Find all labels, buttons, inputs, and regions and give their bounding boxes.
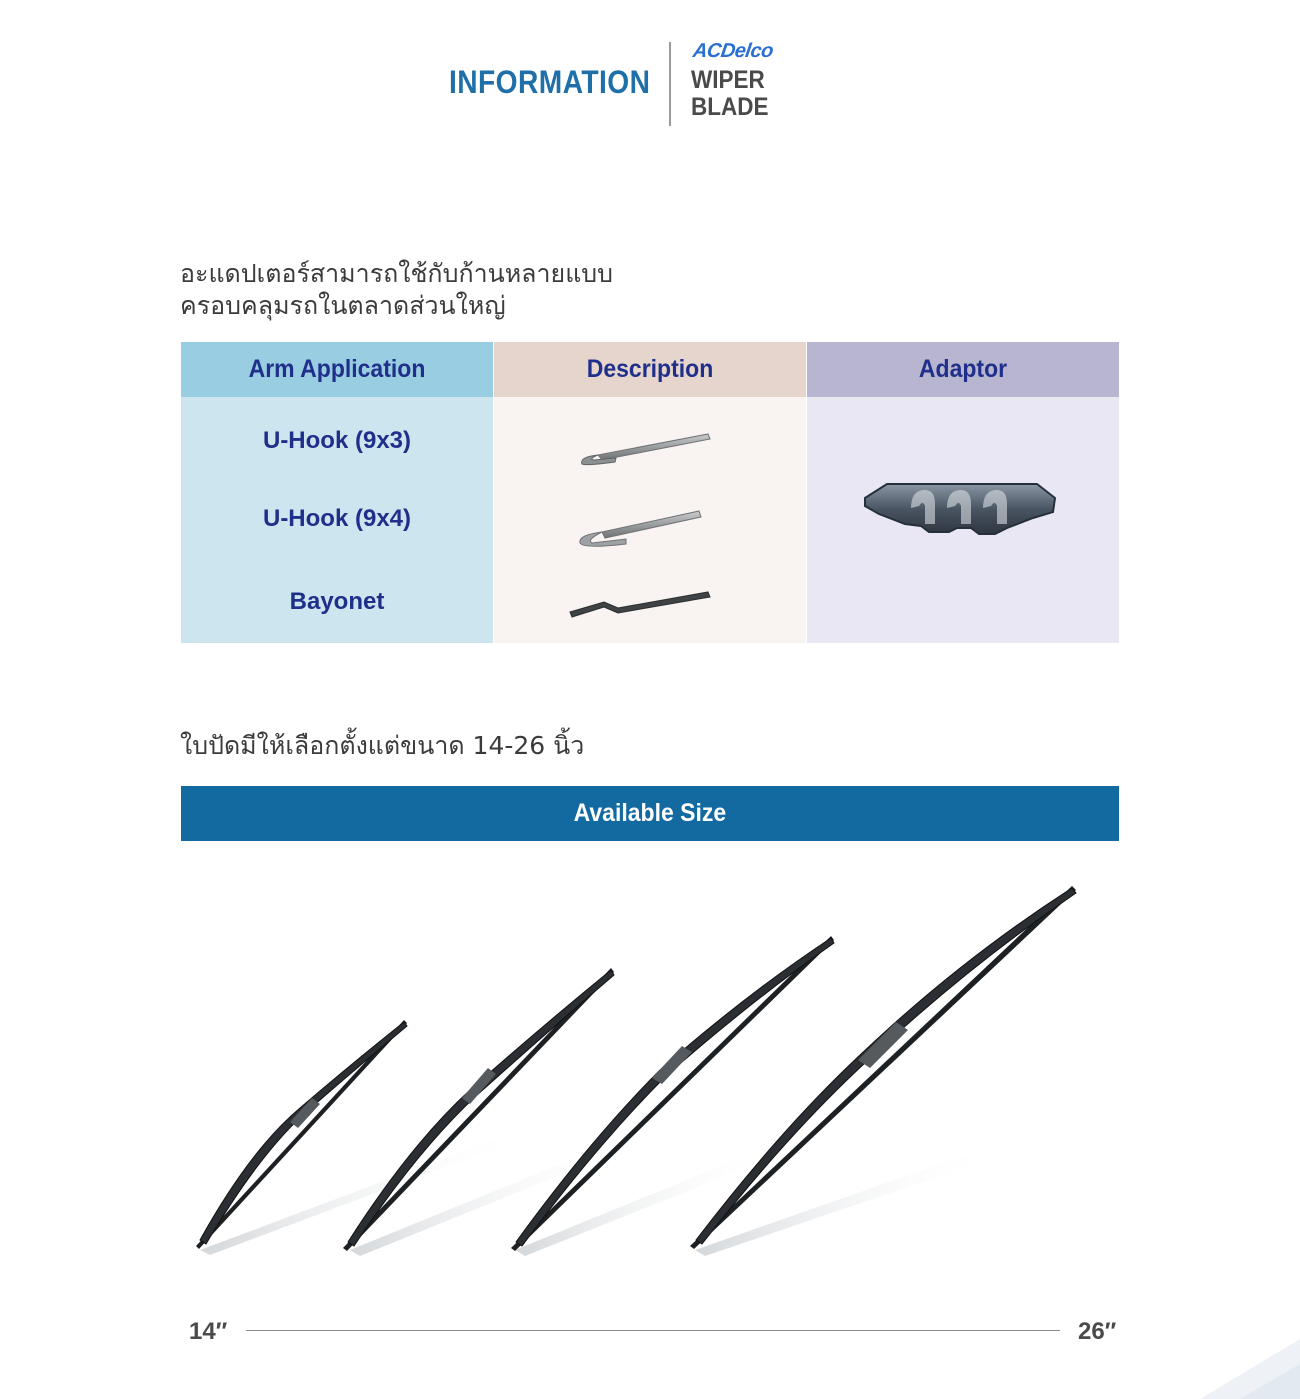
product-name-line1: WIPER [691, 66, 765, 94]
bayonet-arm-icon [570, 592, 710, 617]
row-label-u-hook-9x4: U-Hook (9x4) [262, 505, 412, 532]
u-hook-9x4-icon [580, 511, 701, 546]
description-header: Description [586, 355, 714, 383]
u-hook-9x3-icon [582, 434, 710, 465]
adaptor-clip-icon [807, 342, 1119, 643]
wiper-blade-icon [343, 968, 614, 1251]
available-size-banner [181, 786, 1119, 841]
corner-decoration [1180, 1319, 1300, 1399]
arm-application-header: Arm Application [248, 355, 426, 383]
page-title: INFORMATION [449, 64, 651, 100]
product-name-line2: BLADE [691, 93, 769, 121]
size-min-label: 14″ [189, 1318, 228, 1345]
arm-application-table [181, 342, 1119, 643]
adapter-description-line2: ครอบคลุมรถในตลาดส่วนใหญ่ [180, 291, 506, 320]
description-column [494, 342, 806, 643]
adapter-description-line1: อะแดปเตอร์สามารถใช้กับก้านหลายแบบ [180, 259, 614, 288]
row-label-bayonet: Bayonet [289, 588, 385, 615]
row-label-u-hook-9x3: U-Hook (9x3) [262, 427, 412, 454]
adaptor-column [807, 342, 1119, 643]
wiper-blades-illustration [0, 860, 1300, 1280]
size-scale-line [246, 1330, 1060, 1331]
size-max-label: 26″ [1078, 1318, 1117, 1345]
wiper-blade-icon [511, 936, 834, 1251]
header-divider [669, 42, 671, 126]
arm-application-column [181, 342, 493, 643]
size-range-text: ใบปัดมีให้เลือกตั้งแต่ขนาด 14-26 นิ้ว [180, 731, 585, 760]
adaptor-header: Adaptor [918, 355, 1008, 383]
available-size-label: Available Size [573, 799, 727, 827]
brand-logo: ACDelco [691, 40, 775, 62]
